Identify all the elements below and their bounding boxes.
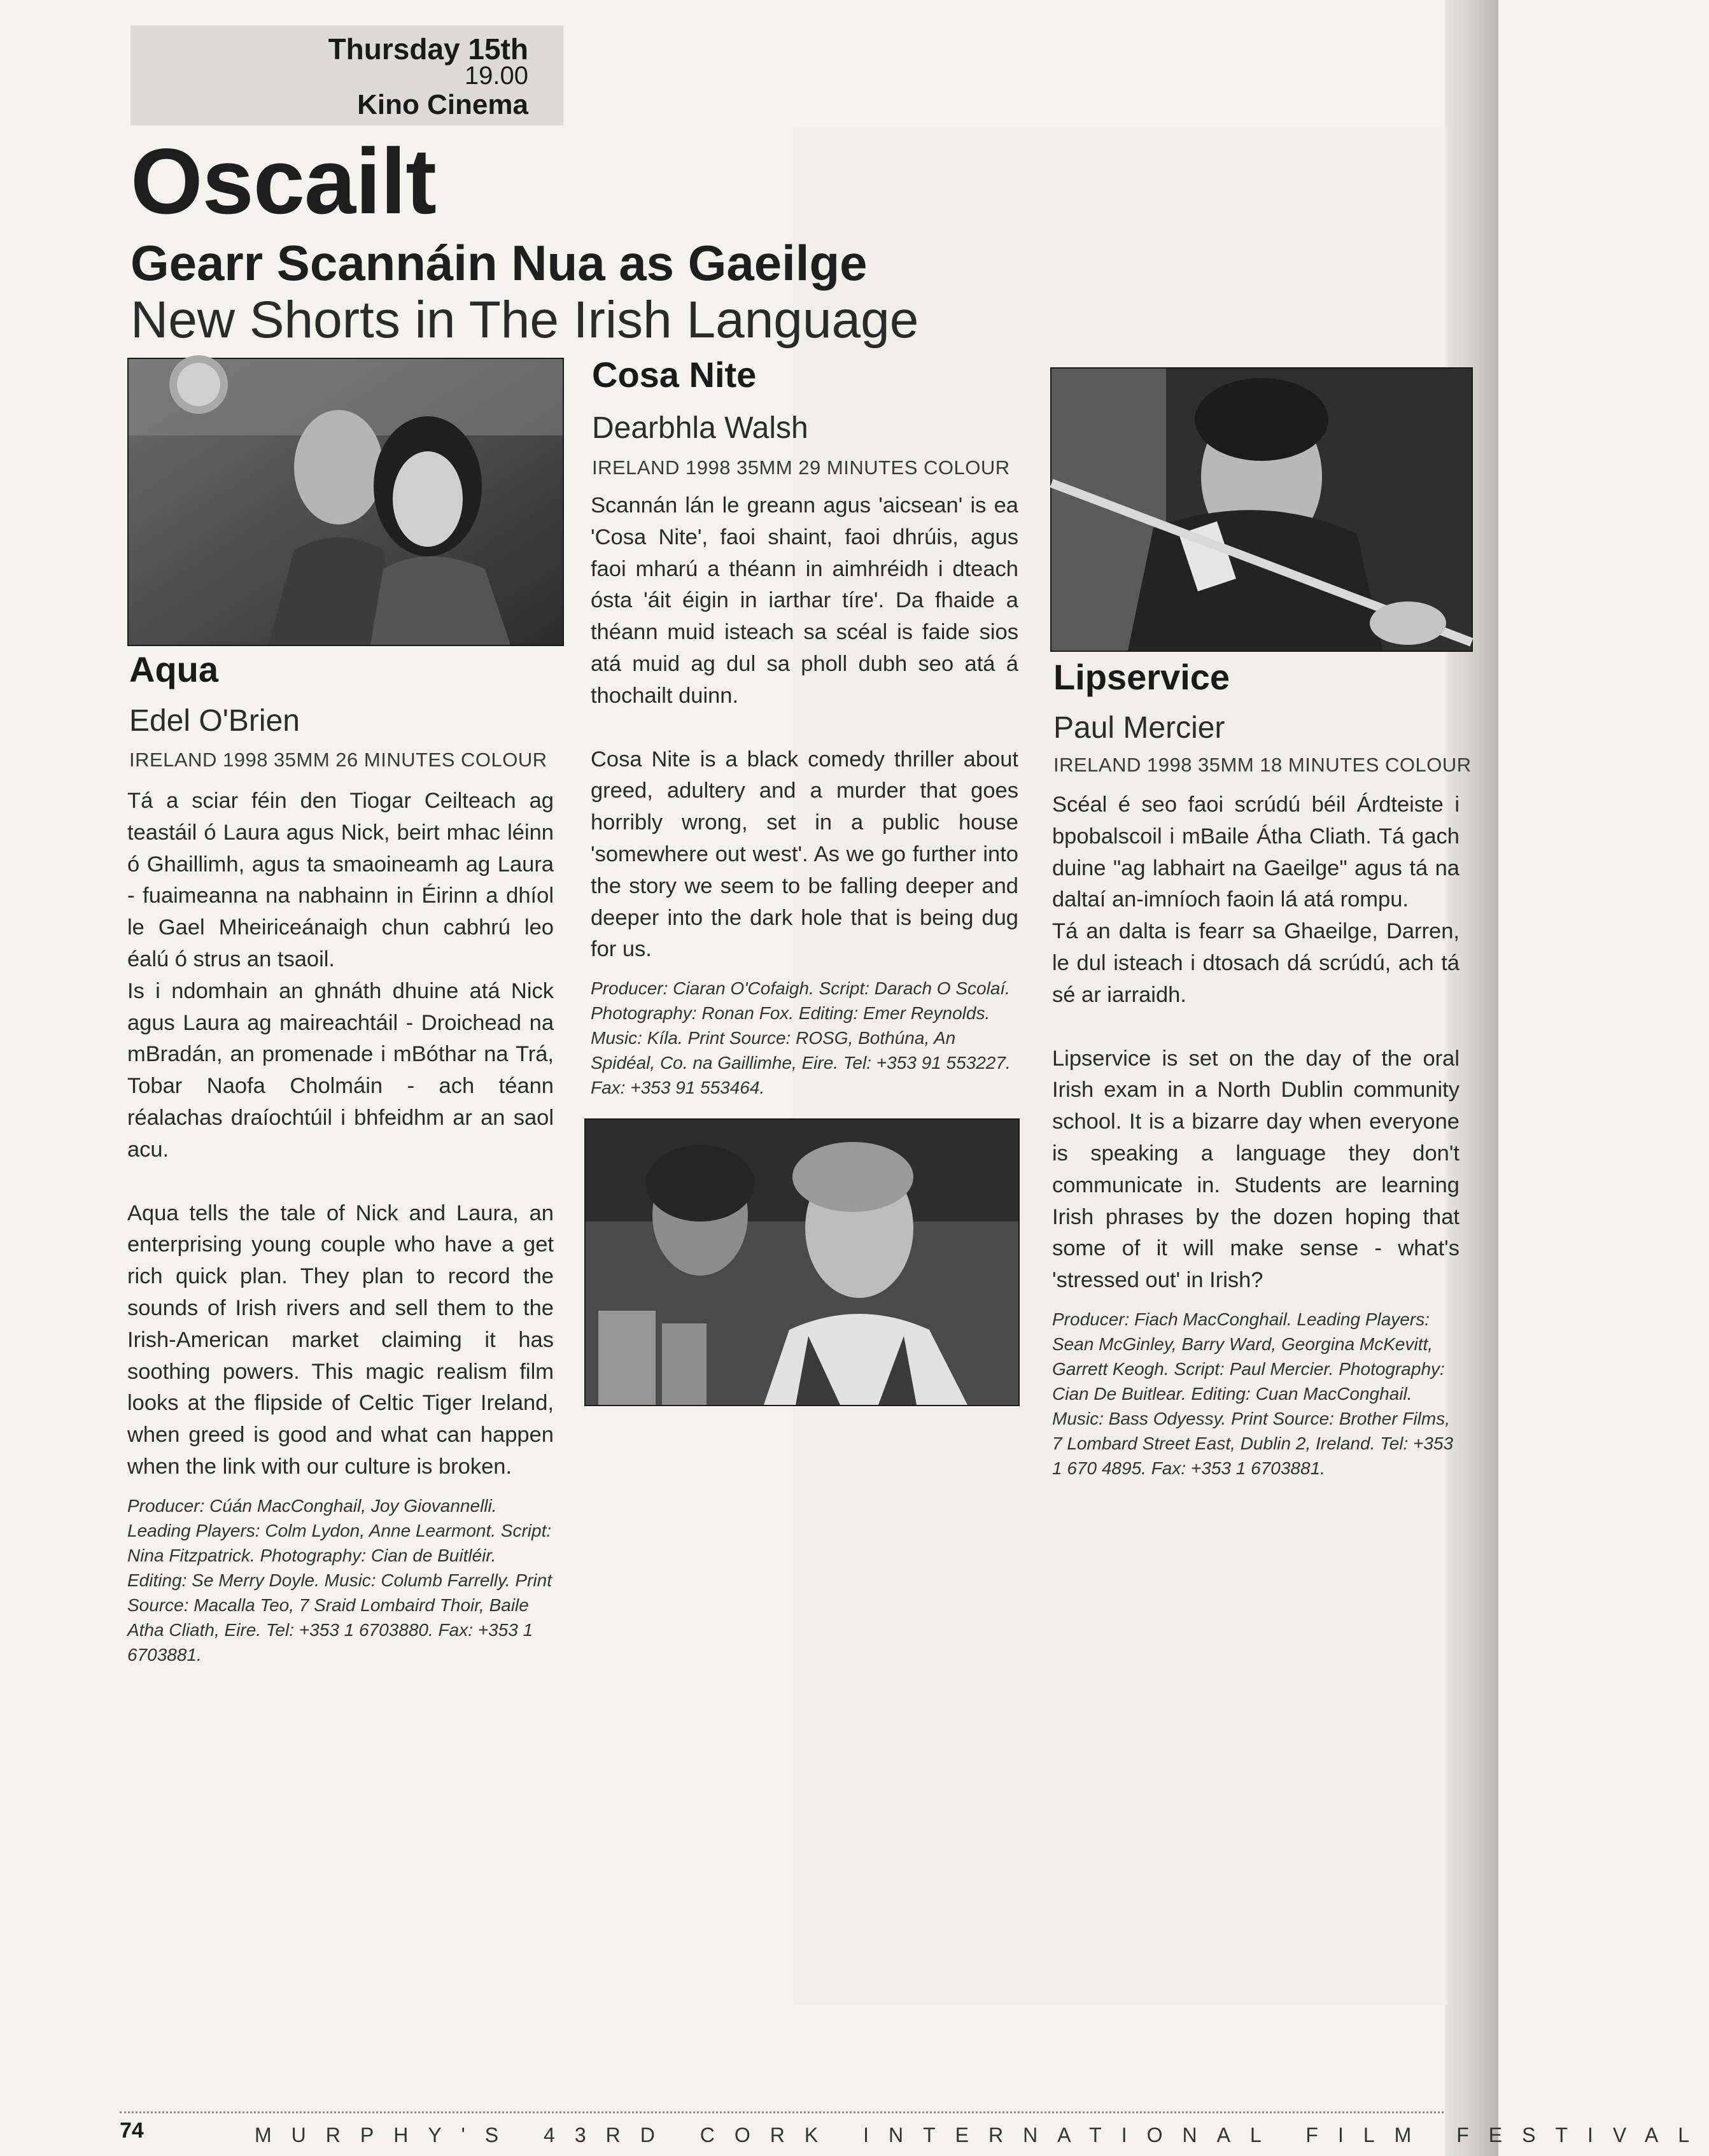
film-title-cosa-nite: Cosa Nite xyxy=(592,355,757,395)
aqua-irish-paragraph: Is i ndomhain an ghnáth dhuine atá Nick agus Laura ag maireachtáil - Droichead na mBradán, an promenade i mBóthar na Trá, Tobar Naofa Cholmáin - ach téann réalachas draíochtúil i bhfeidhm ar an saol acu. xyxy=(127,978,554,1162)
meta-lipservice: IRELAND 1998 35MM 18 MINUTES COLOUR xyxy=(1053,754,1472,776)
page-number: 74 xyxy=(120,2118,144,2143)
lipservice-still-photo xyxy=(1050,367,1473,652)
cosa-nite-irish-paragraph: Scannán lán le greann agus 'aicsean' is ea 'Cosa Nite', faoi shaint, faoi dhrúis, agus faoi mharú a théann in aimhréidh i dteach ósta 'áit éigin in iarthar tíre'. Da fhaide a théann muid isteach sa scéal is faide sios atá muid ag dul sa pholl dubh seo atá á thochailt duinn. xyxy=(591,493,1018,708)
screening-info-box xyxy=(130,25,563,125)
subtitle-irish: Gearr Scannáin Nua as Gaeilge xyxy=(130,235,868,291)
lipservice-irish-paragraph: Scéal é seo faoi scrúdú béil Árdteiste i bpobalscoil i mBaile Átha Cliath. Tá gach duine "ag labhairt na Gaeilge" agus tá na daltaí an-imníoch faoin lá atá rompu. xyxy=(1052,793,1459,912)
aqua-text-block xyxy=(127,786,554,1667)
aqua-still-photo xyxy=(127,358,564,646)
aqua-credits: Producer: Cúán MacConghail, Joy Giovannelli. Leading Players: Colm Lydon, Anne Learmont. Script: Nina Fitzpatrick. Photography: Cian de Buitléir. Editing: Se Merry Doyle. Music: Columb Farrelly. Print Source: Macalla Teo, 7 Sraid Lombaird Thoir, Baile Atha Cliath, Eire. Tel: +353 1 6703880. Fax: +353 1 6703881. xyxy=(127,1495,552,1665)
cosa-nite-still-photo xyxy=(584,1118,1020,1406)
meta-cosa-nite: IRELAND 1998 35MM 29 MINUTES COLOUR xyxy=(592,456,1010,479)
lipservice-english-paragraph: Lipservice is set on the day of the oral Irish exam in a North Dublin community school. It is a bizarre day when everyone is speaking a language they don't communicate in. Students are learning Irish phrases by the dozen hoping that some of it will make sense - what's 'stressed out' in Irish? xyxy=(1052,1046,1459,1293)
film-title-lipservice: Lipservice xyxy=(1053,657,1230,697)
director-cosa-nite: Dearbhla Walsh xyxy=(592,411,808,445)
cosa-nite-english-paragraph: Cosa Nite is a black comedy thriller about greed, adultery and a murder that goes horribly wrong, set in a public house 'somewhere out west'. As we go further into the story we seem to be falling deeper and deeper into the dark hole that is being dug for us. xyxy=(591,747,1018,962)
aqua-irish-paragraph: Tá a sciar féin den Tiogar Ceilteach ag teastáil ó Laura agus Nick, beirt mhac léinn ó Ghaillimh, agus ta smaoineamh ag Laura - fuaimeanna na nabhainn in Éirinn a dhíol le Gael Mheiriceánaigh chun cabhrú leo éalú ó strus an tsaoil. xyxy=(127,789,554,971)
meta-aqua: IRELAND 1998 35MM 26 MINUTES COLOUR xyxy=(129,749,547,771)
director-lipservice: Paul Mercier xyxy=(1053,711,1225,745)
film-title-aqua: Aqua xyxy=(129,649,218,689)
aqua-english-paragraph: Aqua tells the tale of Nick and Laura, an enterprising young couple who have a get rich quick plan. They plan to record the sounds of Irish rivers and sell them to the Irish-American market claiming it has soothing powers. This magic realism film looks at the flipside of Celtic Tiger Ireland, when greed is good and what can happen when the link with our culture is broken. xyxy=(127,1201,554,1479)
page-title: Oscailt xyxy=(130,129,436,233)
cosa-nite-text-block xyxy=(591,490,1018,1100)
screening-venue: Kino Cinema xyxy=(357,89,528,120)
screening-day: Thursday 15th xyxy=(328,32,528,66)
lipservice-text-block xyxy=(1052,789,1459,1481)
footer-rule xyxy=(120,2111,1444,2113)
subtitle-english: New Shorts in The Irish Language xyxy=(130,291,919,349)
lipservice-credits: Producer: Fiach MacConghail. Leading Players: Sean McGinley, Barry Ward, Georgina McKevitt, Garrett Keogh. Script: Paul Mercier. Photography: Cian De Buitlear. Editing: Cuan MacConghail. Music: Bass Odyessy. Print Source: Brother Films, 7 Lombard Street East, Dublin 2, Ireland. Tel: +353 1 670 4895. Fax: +353 1 6703881. xyxy=(1052,1309,1454,1478)
cosa-nite-credits: Producer: Ciaran O'Cofaigh. Script: Darach O Scolaí. Photography: Ronan Fox. Editing: Emer Reynolds. Music: Kíla. Print Source: ROSG, Bothúna, An Spidéal, Co. na Gaillimhe, Eire. Tel: +353 91 553227. Fax: +353 91 553464. xyxy=(591,978,1011,1098)
lipservice-irish-paragraph: Tá an dalta is fearr sa Ghaeilge, Darren, le dul isteach i dtosach dá scrúdú, ach tá sé ar iarraidh. xyxy=(1052,919,1459,1007)
screening-time: 19.00 xyxy=(464,62,528,90)
festival-footer-text: MURPHY'S 43RD CORK INTERNATIONAL FILM FESTIVAL xyxy=(255,2124,1709,2146)
director-aqua: Edel O'Brien xyxy=(129,704,300,738)
